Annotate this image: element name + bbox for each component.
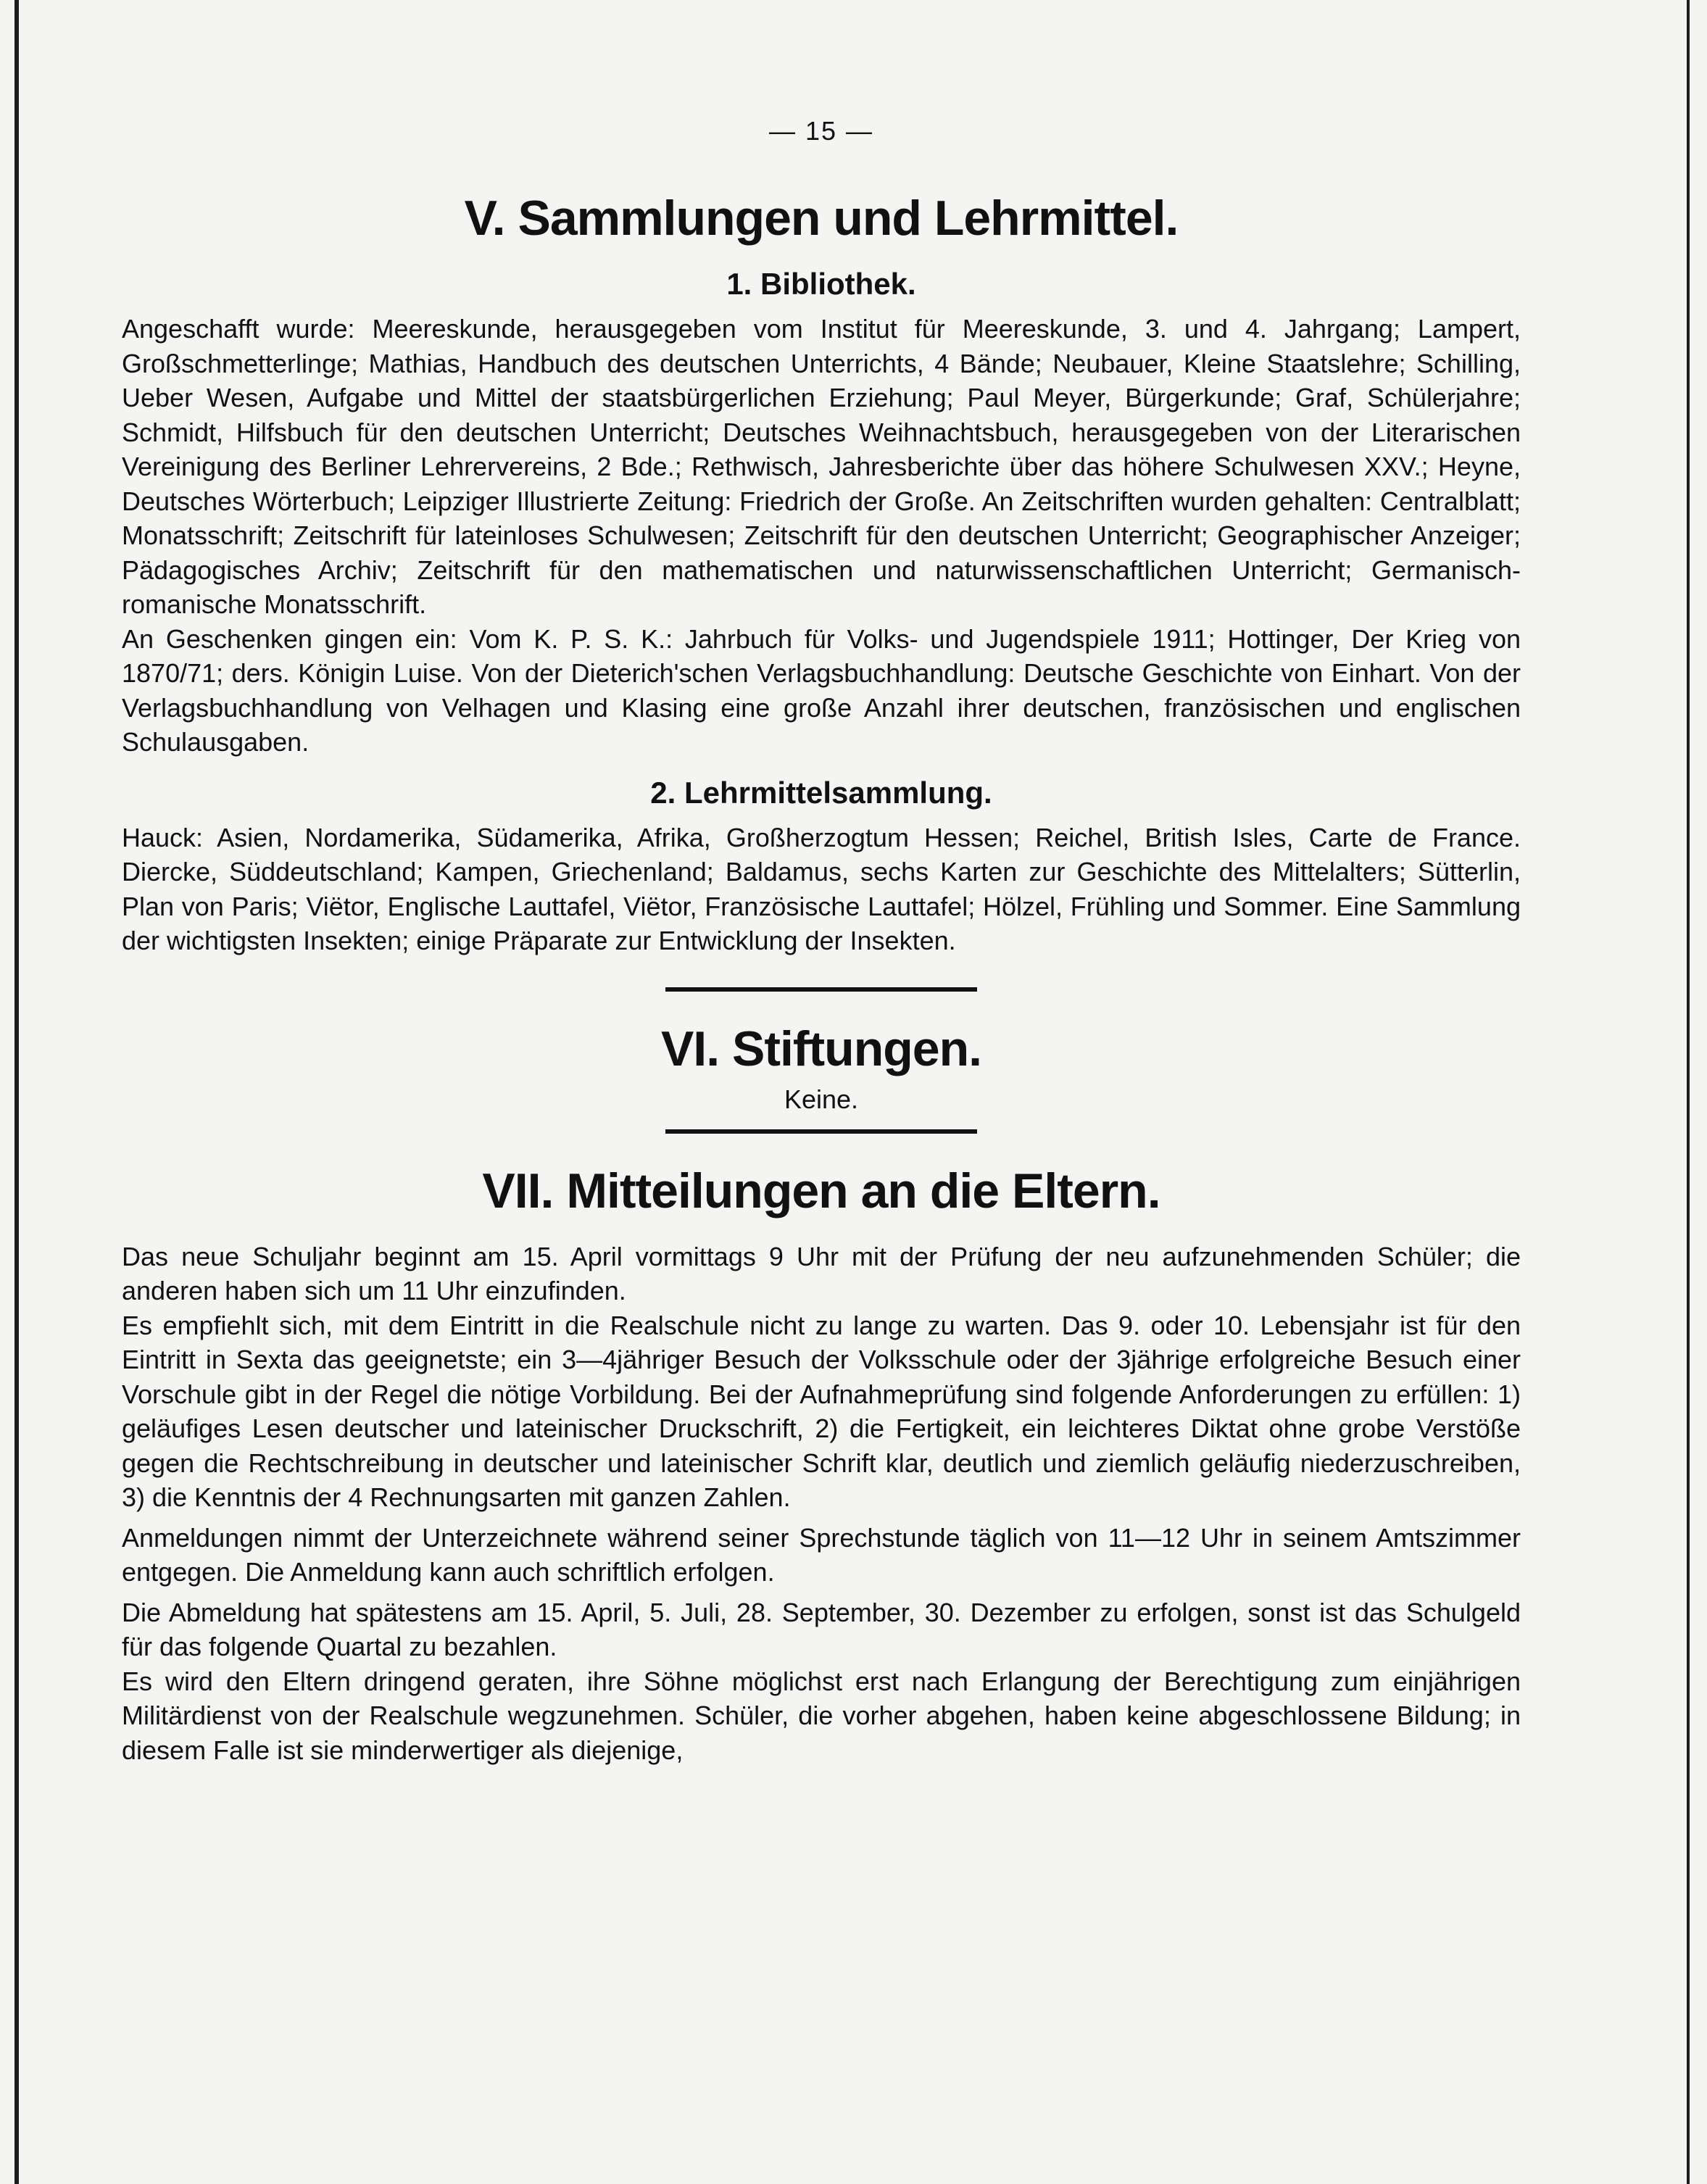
paragraph-schuljahr-beginn: Das neue Schuljahr beginnt am 15. April vormittags 9 Uhr mit der Prüfung der neu aufzunehmenden Schüler; die anderen haben sich um 11 Uhr einzufinden. (122, 1241, 1521, 1305)
section-divider (665, 1129, 977, 1134)
subsection-title-bibliothek: 1. Bibliothek. (726, 267, 916, 301)
paragraph-anmeldungen: Anmeldungen nimmt der Unterzeichnete während seiner Sprechstunde täglich von 11—12 Uhr in seinem Amtszimmer entgegen. Die Anmeldung kann auch schriftlich erfolgen. (122, 1522, 1521, 1587)
section-title-stiftungen: VI. Stiftungen. (660, 1021, 982, 1076)
subsection-title-lehrmittelsammlung: 2. Lehrmittelsammlung. (650, 775, 992, 810)
section-title-mitteilungen: VII. Mitteilungen an die Eltern. (482, 1163, 1160, 1218)
page-number: — 15 — (768, 116, 874, 146)
paragraph-eltern-rat: Es wird den Eltern dringend geraten, ihre Söhne möglichst erst nach Erlangung der Berechtigung zum einjährigen Militärdienst von der Realschule wegzunehmen. Schüler, die vorher abgehen, haben keine abgeschlossene Bildung; in diesem Falle ist sie minderwertiger als diejenige, (122, 1666, 1521, 1765)
paragraph-bibliothek-geschenke: An Geschenken gingen ein: Vom K. P. S. K.: Jahrbuch für Volks- und Jugendspiele 1911; Hottinger, Der Krieg von 1870/71; ders. Königin Luise. Von der Dieterich'schen Verlagsbuchhandlung: Deutsche Geschichte von Einhart. Von der Verlagsbuchhandlung von Velhagen und Klasing eine große Anzahl ihrer deutschen, französischen und englischen Schulausgaben. (122, 623, 1521, 757)
paragraph-lehrmittelsammlung: Hauck: Asien, Nordamerika, Südamerika, Afrika, Großherzogtum Hessen; Reichel, British Isles, Carte de France. Diercke, Süddeutschland; Kampen, Griechenland; Baldamus, sechs Karten zur Geschichte des Mittelalters; Sütterlin, Plan von Paris; Viëtor, Englische Lauttafel, Viëtor, Französische Lauttafel; Hölzel, Frühling und Sommer. Eine Sammlung der wichtigsten Insekten; einige Präparate zur Entwicklung der Insekten. (122, 822, 1521, 955)
section-title-sammlungen: V. Sammlungen und Lehrmittel. (464, 191, 1179, 246)
paragraph-eintritt-realschule: Es empfiehlt sich, mit dem Eintritt in die Realschule nicht zu lange zu warten. Das 9. oder 10. Lebensjahr ist für den Eintritt in Sexta das geeignetste; ein 3—4jähriger Besuch der Volksschule oder der 3jährige erfolgreiche Besuch einer Vorschule gibt in der Regel die nötige Vorbildung. Bei der Aufnahmeprüfung sind folgende Anforderungen zu erfüllen: 1) geläufiges Lesen deutscher und lateinischer Druckschrift, 2) die Fertigkeit, ein leichteres Diktat ohne grobe Verstöße gegen die Rechtschreibung in deutscher und lateinischer Schrift klar, deutlich und ziemlich geläufig niederzuschreiben, 3) die Kenntnis der 4 Rechnungsarten mit ganzen Zahlen. (122, 1310, 1521, 1512)
page-content (122, 116, 1521, 1767)
scan-border-right (1687, 0, 1690, 2184)
section-divider (665, 987, 977, 992)
paragraph-abmeldung: Die Abmeldung hat spätestens am 15. April, 5. Juli, 28. September, 30. Dezember zu erfolgen, sonst ist das Schulgeld für das folgende Quartal zu bezahlen. (122, 1597, 1521, 1661)
stiftungen-text: Keine. (784, 1084, 859, 1114)
paragraph-bibliothek-anschaffungen: Angeschafft wurde: Meereskunde, herausgegeben vom Institut für Meereskunde, 3. und 4. Jahrgang; Lampert, Großschmetterlinge; Mathias, Handbuch des deutschen Unterrichts, 4 Bände; Neubauer, Kleine Staatslehre; Schilling, Ueber Wesen, Aufgabe und Mittel der staatsbürgerlichen Erziehung; Paul Meyer, Bürgerkunde; Graf, Schülerjahre; Schmidt, Hilfsbuch für den deutschen Unterricht; Deutsches Weihnachtsbuch, herausgegeben von der Literarischen Vereinigung des Berliner Lehrervereins, 2 Bde.; Rethwisch, Jahresberichte über das höhere Schulwesen XXV.; Heyne, Deutsches Wörterbuch; Leipziger Illustrierte Zeitung: Friedrich der Große. An Zeitschriften wurden gehalten: Centralblatt; Monatsschrift; Zeitschrift für lateinloses Schulwesen; Zeitschrift für den deutschen Unterricht; Geographischer Anzeiger; Pädagogisches Archiv; Zeitschrift für den mathematischen und naturwissenschaftlichen Unterricht; Germanisch-romanische Monatsschrift. (122, 314, 1521, 619)
scan-border-left (14, 0, 19, 2184)
